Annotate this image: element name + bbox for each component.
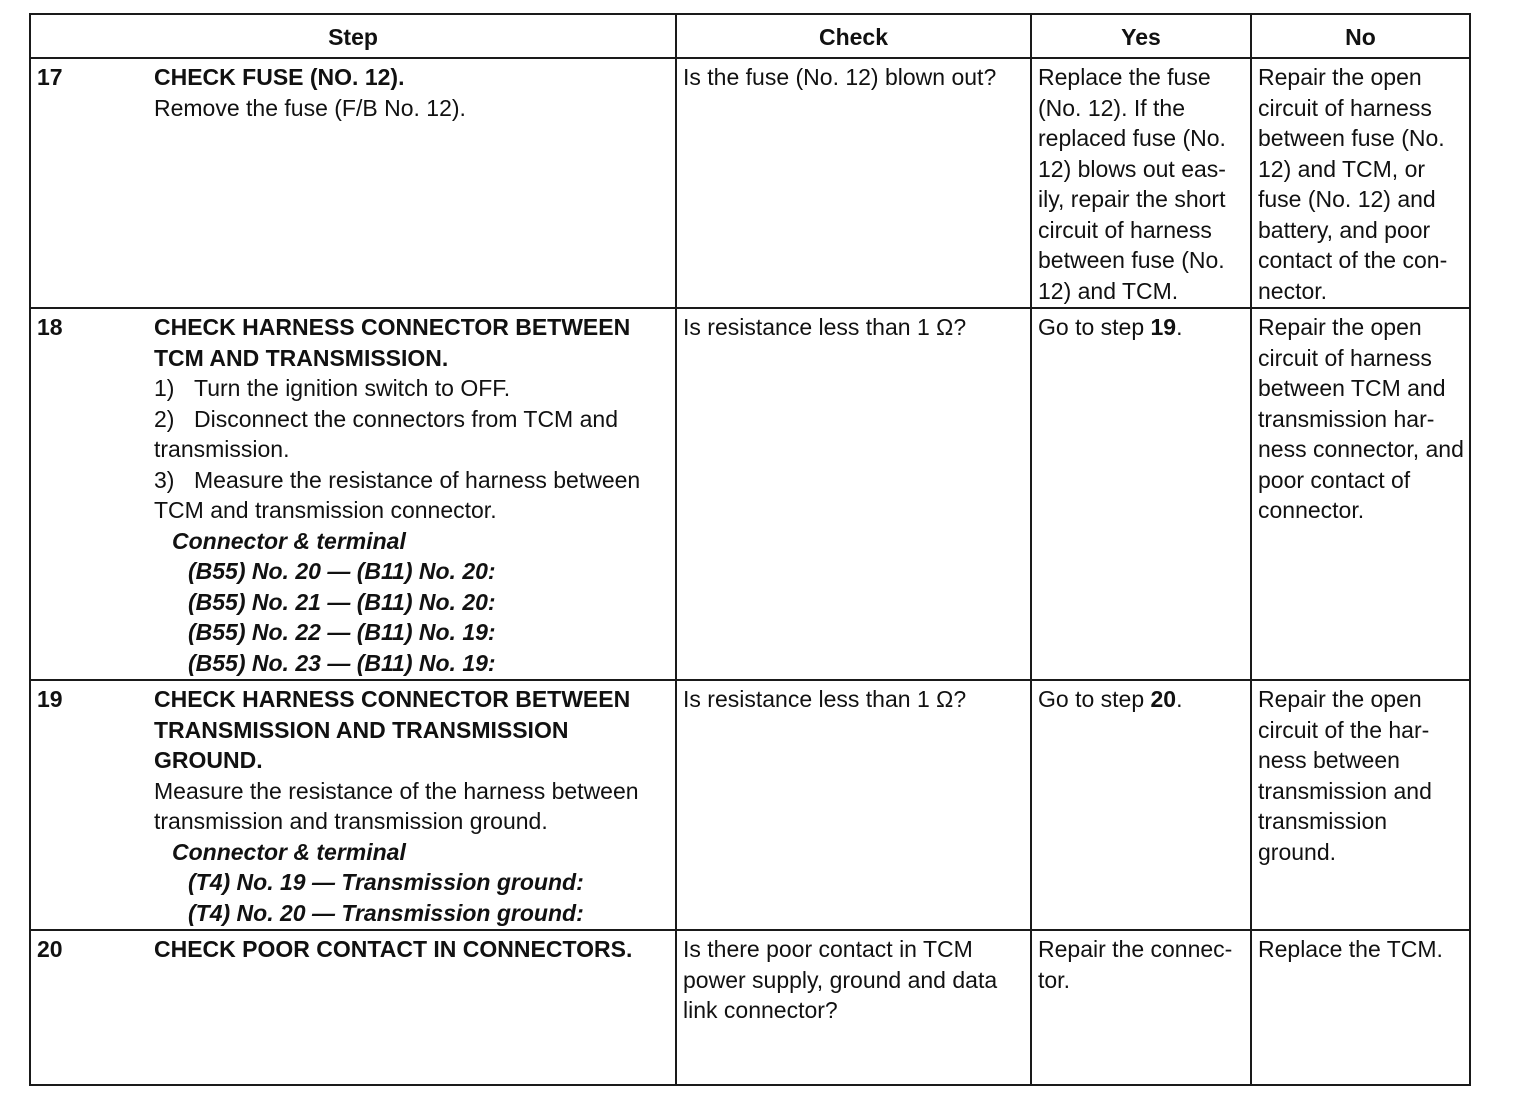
step-item-number: 1): [154, 375, 175, 401]
header-row: [31, 15, 1469, 58]
check-cell: Is resistance less than 1 Ω?: [676, 680, 1031, 930]
no-cell: Repair the open circuit of the har-ness between transmission and transmission ground.: [1251, 680, 1469, 930]
terminal-heading: Connector & terminal: [172, 838, 406, 865]
terminal-line: (B55) No. 21 — (B11) No. 20:: [188, 588, 496, 615]
header-yes: Yes: [1031, 15, 1251, 58]
yes-cell: [1031, 308, 1251, 680]
step-title: CHECK POOR CONTACT IN CONNECTORS.: [154, 936, 633, 962]
terminal-line: (B55) No. 20 — (B11) No. 20:: [188, 558, 496, 584]
check-cell: Is there poor contact in TCM power supply, ground and data link connector?: [676, 930, 1031, 1084]
check-cell: Is resistance less than 1 Ω?: [676, 308, 1031, 680]
header-step: Step: [31, 15, 676, 58]
terminal-line: (B55) No. 22 — (B11) No. 19:: [188, 619, 496, 645]
goto-step-number: 20: [1150, 686, 1177, 712]
table-row: [31, 930, 1469, 1084]
step-number: 18: [31, 308, 148, 680]
step-number: 17: [31, 58, 148, 308]
step-item-number: 3): [154, 466, 175, 493]
step-item-text: Turn the ignition switch to OFF.: [194, 375, 511, 401]
goto-step-number: 19: [1150, 314, 1177, 340]
step-item: [154, 465, 671, 526]
step-title: CHECK HARNESS CONNECTOR BETWEEN TRANSMISSION AND TRANSMISSION GROUND.: [154, 686, 631, 773]
table-row: [31, 58, 1469, 308]
table-row: [31, 680, 1469, 930]
step-body: Remove the fuse (F/B No. 12).: [154, 94, 466, 121]
step-title: CHECK FUSE (NO. 12).: [154, 64, 405, 90]
terminal-line: (T4) No. 20 — Transmission ground:: [188, 899, 584, 926]
no-cell: Repair the open circuit of harness between fuse (No. 12) and TCM, or fuse (No. 12) and battery, and poor contact of the con-nector.: [1251, 58, 1469, 308]
yes-cell: Replace the fuse (No. 12). If the replaced fuse (No. 12) blows out eas-ily, repair the short circuit of harness between fuse (No. 12) and TCM.: [1031, 58, 1251, 308]
terminal-line: (B55) No. 23 — (B11) No. 19:: [188, 649, 496, 676]
step-title: CHECK HARNESS CONNECTOR BETWEEN TCM AND TRANSMISSION.: [154, 314, 631, 371]
diagnostic-table-frame: [29, 13, 1471, 1086]
step-item-number: 2): [154, 405, 175, 432]
goto-prefix: Go to step: [1038, 314, 1151, 340]
step-number: 19: [31, 680, 148, 930]
step-body: Measure the resistance of the harness between transmission and transmission ground.: [154, 777, 639, 834]
no-cell: Repair the open circuit of harness between TCM and transmission har-ness connector, and poor contact of connector.: [1251, 308, 1469, 680]
step-description: [148, 680, 676, 930]
step-description: [148, 930, 676, 1084]
step-description: [148, 58, 676, 308]
header-no: No: [1251, 15, 1469, 58]
goto-suffix: .: [1176, 314, 1183, 340]
yes-cell: [1031, 680, 1251, 930]
step-item: [154, 404, 671, 465]
terminal-line: (T4) No. 19 — Transmission ground:: [188, 869, 584, 895]
check-cell: Is the fuse (No. 12) blown out?: [676, 58, 1031, 308]
step-description: [148, 308, 676, 680]
step-number: 20: [31, 930, 148, 1084]
yes-cell: Repair the connec-tor.: [1031, 930, 1251, 1084]
step-item-text: Measure the resistance of harness between TCM and transmission connector.: [154, 466, 641, 523]
no-cell: Replace the TCM.: [1251, 930, 1469, 1084]
goto-prefix: Go to step: [1038, 686, 1151, 712]
diagnostic-table: [31, 15, 1469, 1084]
header-check: Check: [676, 15, 1031, 58]
step-item: [154, 373, 671, 404]
terminal-heading: Connector & terminal: [172, 527, 406, 554]
step-item-text: Disconnect the connectors from TCM and transmission.: [154, 405, 618, 462]
goto-suffix: .: [1176, 686, 1183, 712]
table-row: [31, 308, 1469, 680]
